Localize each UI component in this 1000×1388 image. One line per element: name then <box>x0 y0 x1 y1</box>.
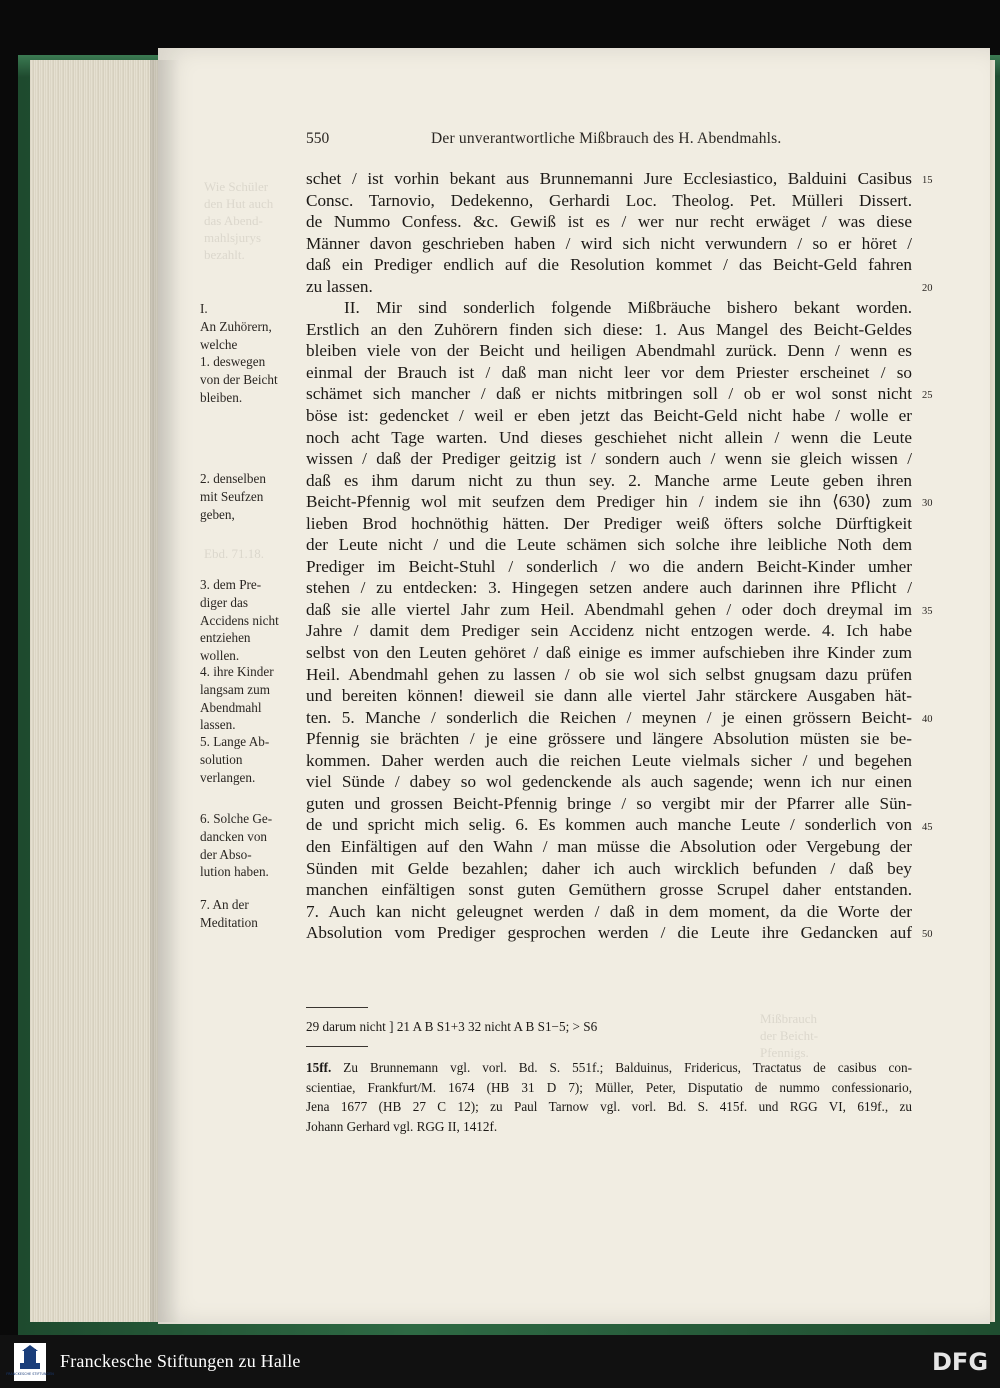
margin-note-line: dancken von <box>200 828 268 844</box>
margin-note-line: I. <box>200 301 208 316</box>
show-through: Ebd. 71.18. <box>204 546 264 561</box>
line-number: 15 <box>922 175 933 186</box>
margin-note-line: von der Beicht <box>200 372 278 388</box>
commentary-line: Jena 1677 (HB 27 C 12); zu Paul Tarnow vgl. vorl. Bd. S. 415f. und RGG VI, 619f., zu <box>306 1099 912 1114</box>
margin-note-line: diger das <box>200 594 248 610</box>
body-line: den Einfältigen auf den Wahn / man müsse die Absolution oder Vergebung der <box>306 836 912 856</box>
body-line: de und spricht mich selig. 6. Es kommen auch manche Leute / sonderlich von <box>306 815 912 835</box>
apparatus-rule <box>306 1007 368 1008</box>
margin-note <box>200 810 300 881</box>
body-line: daß es ihm darum nicht zu thun sey. 2. Manche arme Leute geben ihren <box>306 470 912 490</box>
body-text <box>306 168 912 944</box>
body-line: und bereiten können! dieweil sie dann alle viertel Jahr stärckere Ausgaben hät- <box>306 686 912 706</box>
margin-note-line: 2. denselben <box>200 471 266 486</box>
margin-note-line: 5. Lange Ab- <box>200 734 270 749</box>
body-line: Pfennig sie brächten / je eine grössere und längere Absolution müsten sie be- <box>306 729 912 749</box>
line-number: 30 <box>922 498 933 509</box>
body-line: daß ein Prediger endlich auf die Resolution kommet / das Beicht-Geld fahren <box>306 255 912 275</box>
body-line: stehen / zu entdecken: 3. Hingegen setzen andere auch darinnen ihre Pflicht / <box>306 578 912 598</box>
margin-note <box>200 896 300 932</box>
margin-note-line: langsam zum <box>200 681 270 697</box>
margin-note-line: entziehen <box>200 630 251 646</box>
margin-note-line: 1. deswegen <box>200 354 266 370</box>
commentary-line: Johann Gerhard vgl. RGG II, 1412f. <box>306 1118 498 1134</box>
body-line: guten und grossen Beicht-Pfennig bringe / so vergibt mir der Pfarrer alle Sün- <box>306 793 912 813</box>
margin-note-line: Abendmahl <box>200 699 262 715</box>
commentary <box>306 1058 912 1136</box>
line-number: 50 <box>922 929 933 940</box>
line-number: 25 <box>922 390 933 401</box>
show-through: Mißbrauch der Beicht- Pfennigs. <box>760 1011 819 1060</box>
margin-note-line: An Zuhörern, <box>200 318 272 334</box>
margin-note-line: mit Seufzen <box>200 488 264 504</box>
dfg-logo-text: DFG <box>932 1348 989 1376</box>
body-line: selbst von den Leuten gehöret / daß einige es immer aufschieben ihre Kinder zum <box>306 643 912 663</box>
commentary-label: 15ff. <box>306 1060 332 1075</box>
margin-note-line: geben, <box>200 506 235 522</box>
body-line: II. Mir sind sonderlich folgende Mißbräuche bishero bekant worden. <box>344 298 912 318</box>
viewer-footer <box>0 1335 1000 1388</box>
margin-note-line: lution haben. <box>200 864 269 880</box>
body-line: viel Sünde / dabey so wol gedenckende als auch sagende; wenn ich nur einen <box>306 772 912 792</box>
body-line: der Leute nicht / und die Leute schämen sich solche ihre leibliche Noth dem <box>306 535 912 555</box>
line-number: 45 <box>922 822 933 833</box>
margin-note-line: Meditation <box>200 914 258 930</box>
franckesche-logo-icon[interactable] <box>6 1343 54 1381</box>
margin-note-line: solution <box>200 751 243 767</box>
margin-note <box>200 470 300 523</box>
body-line: ten. 5. Manche / sonderlich die Reichen / meynen / je einen grössern Beicht- <box>306 707 912 727</box>
logo-caption: FRANCKESCHE STIFTUNGEN <box>6 1371 54 1376</box>
page-title: Der unverantwortliche Mißbrauch des H. Abendmahls. <box>431 130 782 147</box>
body-line: lieben Brod hochnöthig hätten. Der Prediger weiß öfters solche Dürftigkeit <box>306 513 912 533</box>
body-line: Sünden mit Gelde bezahlen; daher ich auch wircklich befunden / daß bey <box>306 858 912 878</box>
running-head <box>306 130 912 152</box>
body-line: böse ist: gedencket / weil er eben jetzt das Beicht-Geld nicht habe / wolle er <box>306 406 912 426</box>
body-line: Consc. Tarnovio, Dedekenno, Gerhardi Loc. Theolog. Pet. Mülleri Dissert. <box>306 190 912 210</box>
margin-note-line: welche <box>200 336 238 352</box>
margin-note-line: bleiben. <box>200 389 243 405</box>
margin-note-line: verlangen. <box>200 769 256 785</box>
commentary-line: scientiae, Frankfurt/M. 1674 (HB 31 D 7); Müller, Peter, Disputatio de nummo confessionario, <box>306 1079 912 1095</box>
margin-note-line: wollen. <box>200 648 240 664</box>
margin-note-line: 4. ihre Kinder <box>200 664 274 679</box>
commentary-rule <box>306 1046 368 1047</box>
page-stack-edge <box>30 60 160 1322</box>
body-line: wissen / daß der Prediger geitzig ist / sondern auch / wenn sie gleich wissen / <box>306 449 912 469</box>
body-line: noch acht Tage warten. Und dieses geschiehet nicht allein / wenn die Leute <box>306 427 912 447</box>
body-line: Beicht-Pfennig wol mit seufzen dem Prediger hin / indem sie ihn ⟨630⟩ zum <box>306 492 912 512</box>
body-line: Prediger im Beicht-Stuhl / sonderlich / wo die andern Beicht-Kinder umher <box>306 556 912 576</box>
body-line: manchen einfältigen sonst guten Gemüthern grosse Scrupel daher entstanden. <box>306 880 912 900</box>
body-line: einmal der Brauch ist / daß man nicht leer vor dem Priester erscheinet / so <box>306 362 912 382</box>
show-through: Wie Schüler den Hut auch das Abend- mahlsjurys bezahlt. <box>204 179 274 262</box>
commentary-line <box>306 1058 912 1078</box>
institution-name[interactable]: Franckesche Stiftungen zu Halle <box>60 1351 301 1371</box>
line-number: 40 <box>922 714 933 725</box>
margin-note-line: 6. Solche Ge- <box>200 811 273 826</box>
body-line: bleiben viele von der Beicht und heiligen Abendmahl zurück. Denn / wenn es <box>306 341 912 361</box>
body-line: zu lassen. <box>306 276 373 296</box>
margin-note <box>200 576 300 665</box>
margin-note-line: Accidens nicht <box>200 612 279 628</box>
dfg-logo-icon[interactable] <box>932 1348 990 1374</box>
body-line: schet / ist vorhin bekant aus Brunnemanni Jure Ecclesiastico, Balduini Casibus <box>306 169 912 188</box>
margin-note-line: lassen. <box>200 717 236 733</box>
body-line: Erstlich an den Zuhörern finden sich diese: 1. Aus Mangel des Beicht-Geldes <box>306 319 912 339</box>
margin-note <box>200 733 300 786</box>
margin-note <box>200 663 300 734</box>
line-number: 35 <box>922 606 933 617</box>
page-number: 550 <box>306 130 330 147</box>
body-line: Absolution vom Prediger gesprochen werden / die Leute ihre Gedancken auf <box>306 923 912 943</box>
body-line: Männer davon geschrieben haben / wird sich nicht verwundern / so er höret / <box>306 233 912 253</box>
body-line: daß sie alle viertel Jahr zum Heil. Abendmahl gehen / oder doch dreymal im <box>306 599 912 619</box>
line-number: 20 <box>922 283 933 294</box>
margin-note-line: 3. dem Pre- <box>200 577 262 592</box>
body-line: 7. Auch kan nicht geleugnet werden / daß in dem moment, da die Worte der <box>306 901 912 921</box>
commentary-text: Zu Brunnemann vgl. vorl. Bd. S. 551f.; Balduinus, Fridericus, Tractatus de casibus con- <box>343 1060 912 1075</box>
body-line: schämet sich mancher / daß er nichts mitbringen soll / ob er wol sonst nicht <box>306 384 912 404</box>
margin-note-line: der Abso- <box>200 846 252 862</box>
gutter-shadow <box>150 60 180 1322</box>
body-line: kommen. Daher werden auch die reichen Leute vielmals sicher / und begehen <box>306 750 912 770</box>
body-line: Jahre / damit dem Prediger sein Accidenz nicht entzogen werde. 4. Ich habe <box>306 621 912 641</box>
critical-apparatus: 29 darum nicht ] 21 A B S1+3 32 nicht A B S1−5; > S6 <box>306 1019 598 1034</box>
body-line: de Nummo Confess. &c. Gewiß ist es / wer nur recht erwäget / was diese <box>306 212 912 232</box>
margin-note-line: 7. An der <box>200 897 249 912</box>
body-line: Heil. Abendmahl gehen zu lassen / ob sie wol sich selbst gnugsam dazu prüfen <box>306 664 912 684</box>
margin-note <box>200 300 300 407</box>
